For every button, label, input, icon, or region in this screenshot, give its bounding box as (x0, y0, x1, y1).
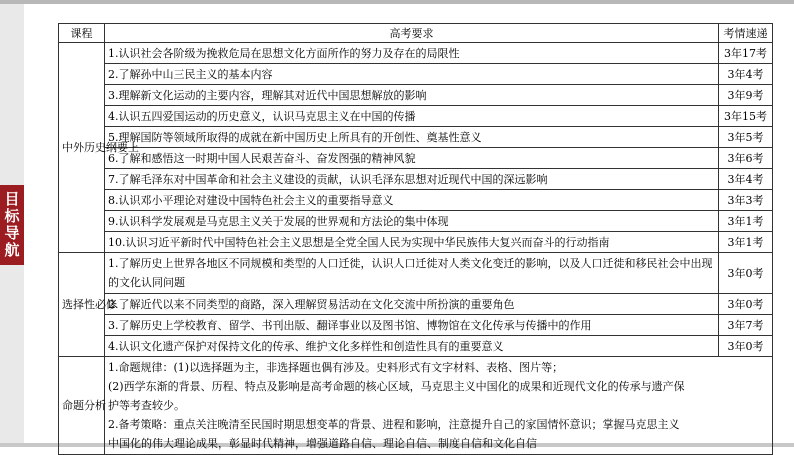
course-cell: 选择性必修 (59, 253, 105, 357)
analysis-line: 2.备考策略：重点关注晚清至民国时期思想变革的背景、进程和影响，注意提升自己的家国情怀意识；掌握马克思主义 (108, 418, 680, 431)
header-course: 课程 (59, 24, 105, 43)
table-row (59, 148, 773, 169)
frequency-cell: 3年17考 (719, 43, 773, 64)
requirement-cell: 8.认识邓小平理论对建设中国特色社会主义的重要指导意义 (105, 190, 719, 211)
table-row (59, 169, 773, 190)
frequency-cell: 3年1考 (719, 232, 773, 253)
analysis-line: 1.命题规律：(1)以选择题为主，非选择题也偶有涉及。史料形式有文字材料、表格、图片等； (108, 361, 564, 374)
requirement-cell: 10.认识习近平新时代中国特色社会主义思想是全党全国人民为实现中华民族伟大复兴而奋斗的行动指南 (105, 232, 719, 253)
requirement-cell: 3.理解新文化运动的主要内容，理解其对近代中国思想解放的影响 (105, 85, 719, 106)
nav-tab-target-navigation[interactable] (0, 185, 24, 265)
requirement-cell: 5.理解国防等领域所取得的成就在新中国历史上所具有的开创性、奠基性意义 (105, 127, 719, 148)
analysis-line: 中国化的伟大理论成果，彰显时代精神，增强道路自信、理论自信、制度自信和文化自信 (108, 437, 537, 450)
requirement-cell: 4.认识文化遗产保护对保持文化的传承、维护文化多样性和创造性具有的重要意义 (105, 336, 719, 357)
analysis-label: 命题分析 (59, 357, 105, 455)
table-row (59, 127, 773, 148)
frequency-cell: 3年0考 (719, 336, 773, 357)
analysis-line: 护等考查较少。 (108, 399, 185, 412)
frequency-cell: 3年9考 (719, 85, 773, 106)
requirement-cell: 4.认识五四爱国运动的历史意义，认识马克思主义在中国的传播 (105, 106, 719, 127)
analysis-content (105, 357, 773, 455)
requirements-table (58, 23, 773, 455)
requirement-cell: 3.了解历史上学校教育、留学、书刊出版、翻译事业以及图书馆、博物馆在文化传承与传播中的作用 (105, 315, 719, 336)
header-requirement: 高考要求 (105, 24, 719, 43)
frequency-cell: 3年3考 (719, 190, 773, 211)
table-row (59, 232, 773, 253)
top-rule (0, 0, 794, 4)
requirement-cell: 1.了解历史上世界各地区不同规模和类型的人口迁徙，认识人口迁徙对人类文化变迁的影响，以及人口迁徙和移民社会中出现的文化认同问题 (105, 253, 719, 294)
requirement-cell: 7.了解毛泽东对中国革命和社会主义建设的贡献，认识毛泽东思想对近现代中国的深远影响 (105, 169, 719, 190)
table-row (59, 190, 773, 211)
frequency-cell: 3年1考 (719, 211, 773, 232)
frequency-cell: 3年7考 (719, 315, 773, 336)
frequency-cell: 3年0考 (719, 253, 773, 294)
analysis-row (59, 357, 773, 455)
frequency-cell: 3年5考 (719, 127, 773, 148)
analysis-line: (2)西学东渐的背景、历程、特点及影响是高考命题的核心区域，马克思主义中国化的成果和近现代文化的传承与遗产保 (108, 380, 685, 393)
frequency-cell: 3年15考 (719, 106, 773, 127)
requirement-cell: 2.了解孙中山三民主义的基本内容 (105, 64, 719, 85)
header-frequency: 考情速递 (719, 24, 773, 43)
requirement-cell: 1.认识社会各阶级为挽救危局在思想文化方面所作的努力及存在的局限性 (105, 43, 719, 64)
table-row (59, 85, 773, 106)
frequency-cell: 3年4考 (719, 169, 773, 190)
requirement-cell: 6.了解和感悟这一时期中国人民艰苦奋斗、奋发图强的精神风貌 (105, 148, 719, 169)
frequency-cell: 3年6考 (719, 148, 773, 169)
requirement-cell: 2.了解近代以来不同类型的商路，深入理解贸易活动在文化交流中所扮演的重要角色 (105, 294, 719, 315)
frequency-cell: 3年4考 (719, 64, 773, 85)
table-row (59, 336, 773, 357)
table-row (59, 64, 773, 85)
frequency-cell: 3年0考 (719, 294, 773, 315)
table-row (59, 106, 773, 127)
table-row (59, 253, 773, 294)
nav-tab-label: 目标导航 (2, 191, 21, 259)
table-row (59, 315, 773, 336)
course-cell: 中外历史纲要上 (59, 43, 105, 253)
table-header-row (59, 24, 773, 43)
table-row (59, 294, 773, 315)
table-row (59, 43, 773, 64)
requirement-cell: 9.认识科学发展观是马克思主义关于发展的世界观和方法论的集中体现 (105, 211, 719, 232)
table-row (59, 211, 773, 232)
